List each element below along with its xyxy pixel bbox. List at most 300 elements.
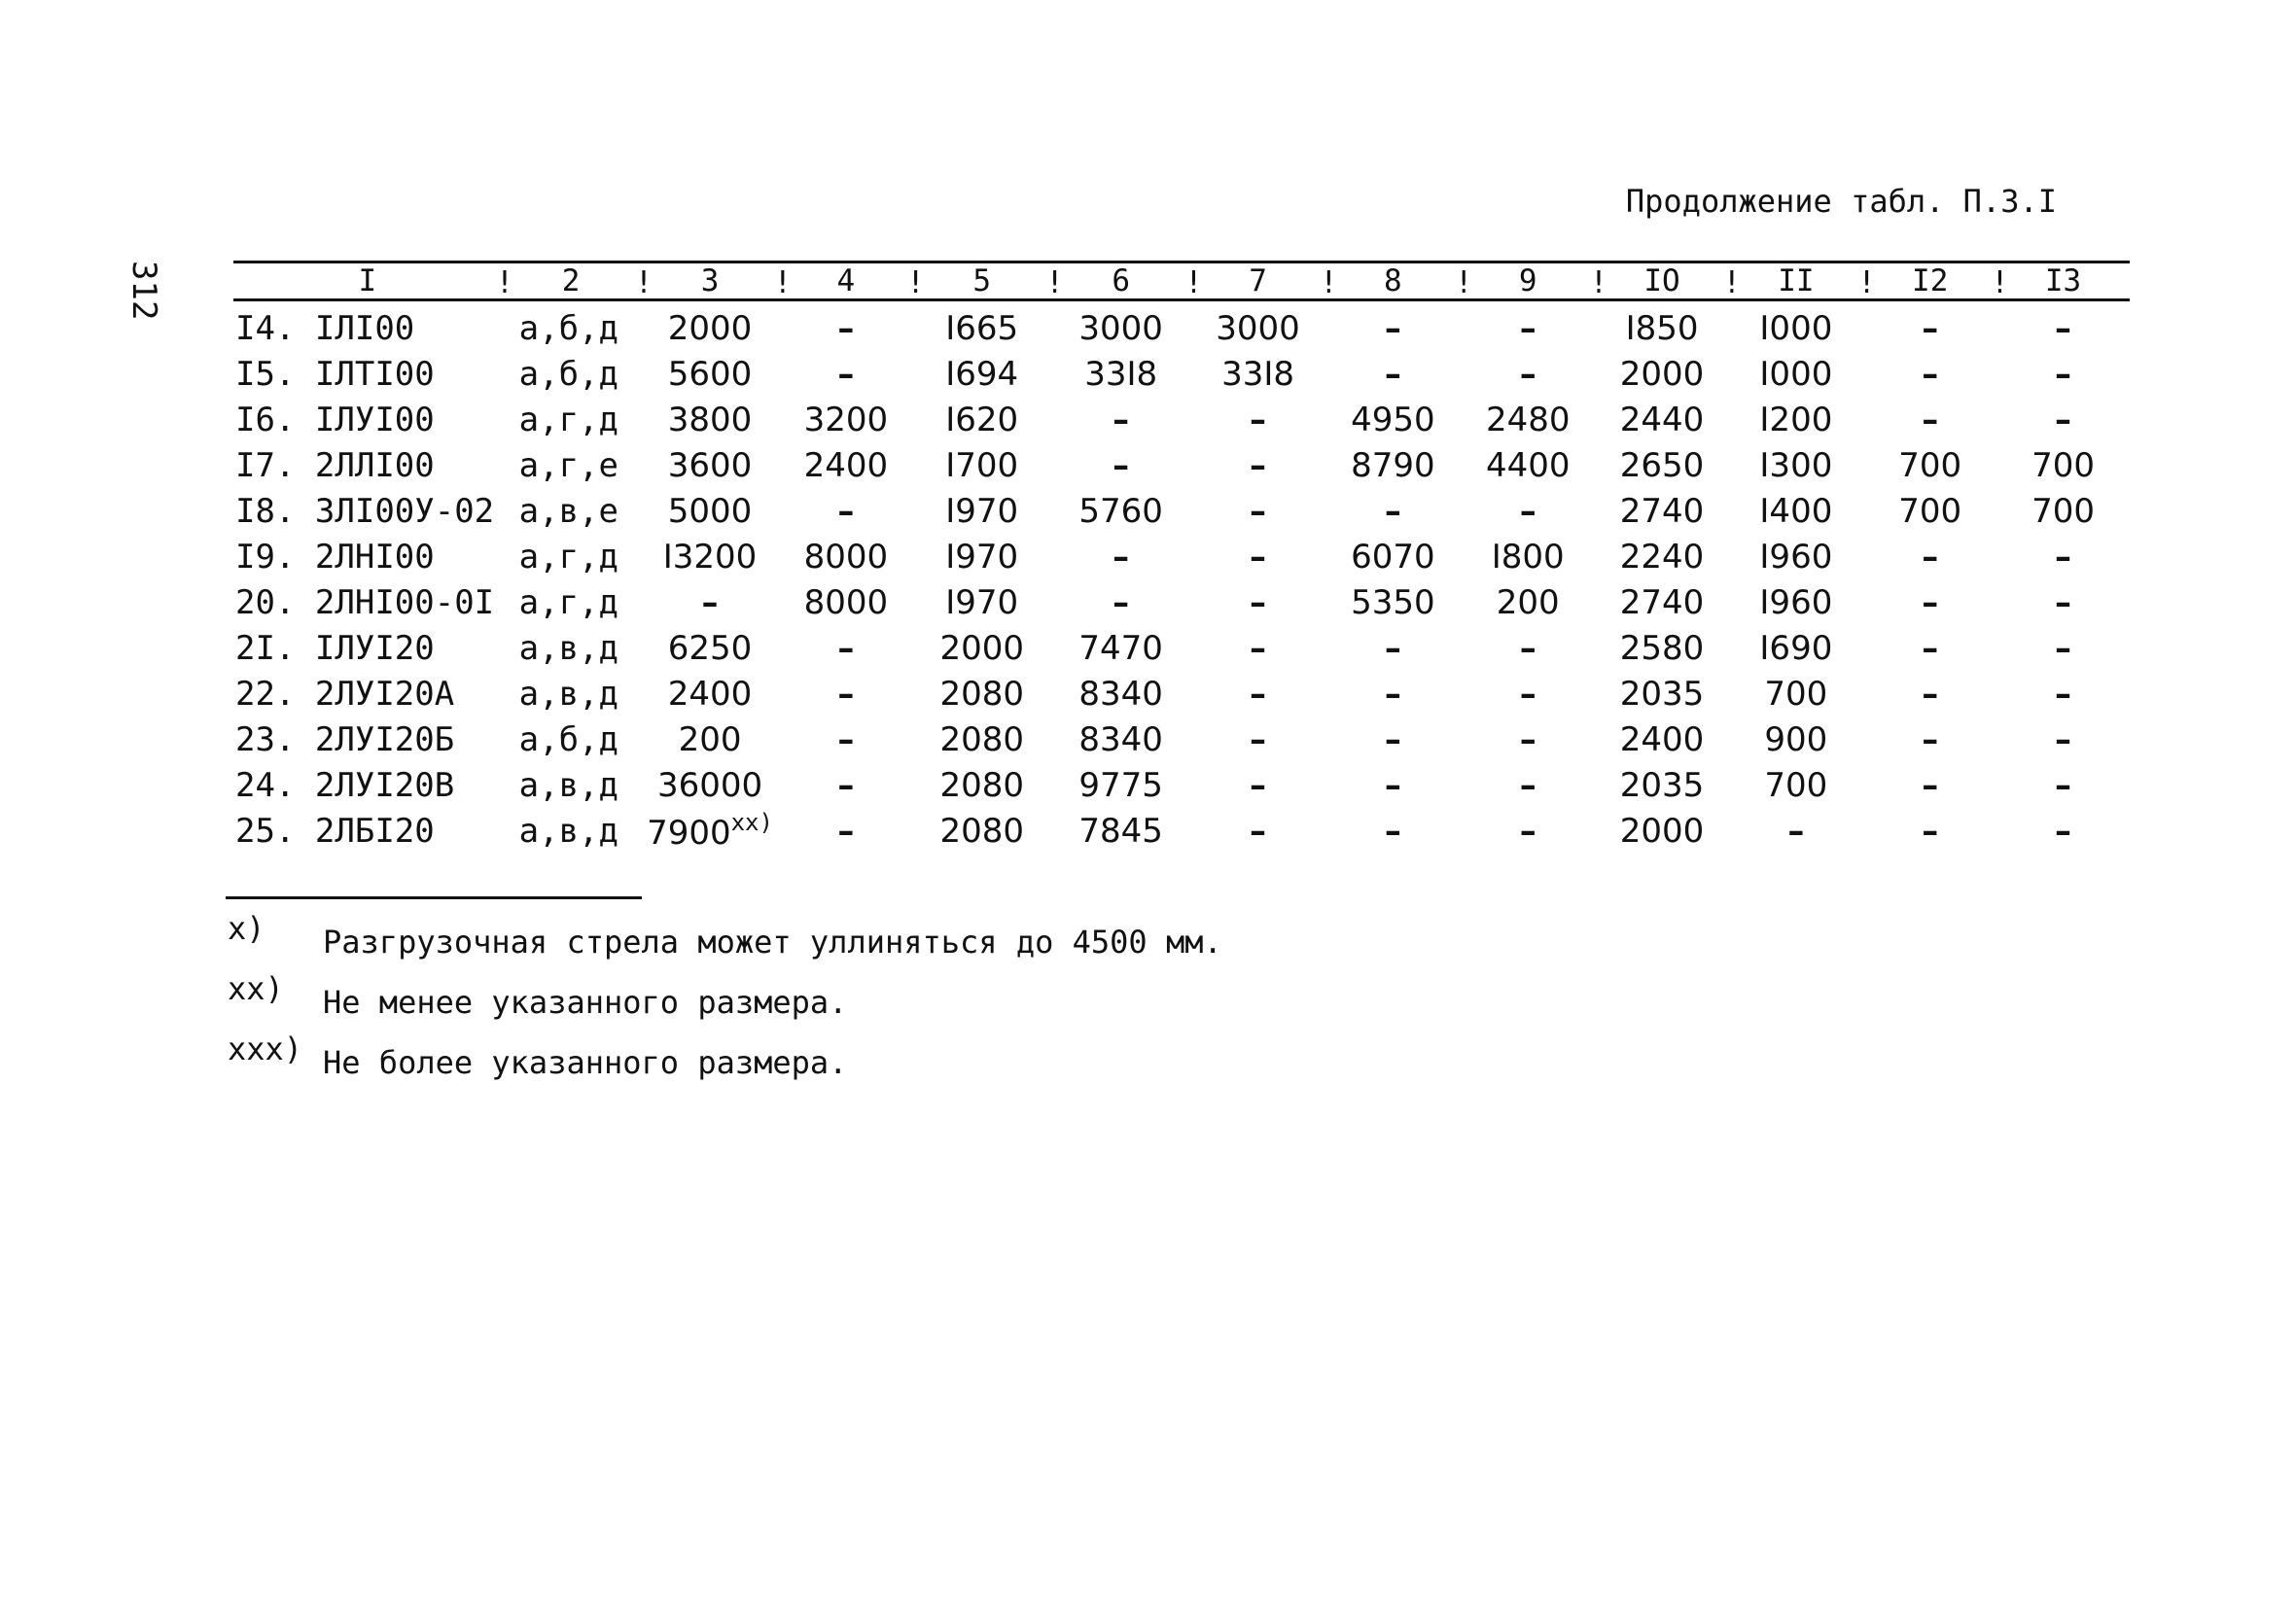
value-cell xyxy=(1190,397,1325,442)
cell-value: – xyxy=(1250,628,1267,668)
cell-value: 8340 xyxy=(1078,719,1163,759)
table-row xyxy=(233,579,2130,625)
value-cell xyxy=(912,625,1051,671)
cell-value: 5600 xyxy=(667,354,753,394)
row-designation xyxy=(233,442,502,488)
value-cell xyxy=(912,671,1051,717)
row-number: I9. xyxy=(235,537,296,577)
value-cell xyxy=(1863,671,1996,717)
column-header-label: 2 xyxy=(561,263,581,298)
value-cell xyxy=(779,442,912,488)
cell-value: – xyxy=(2055,719,2072,759)
cell-value: – xyxy=(1384,811,1401,851)
column-separator: ! xyxy=(773,265,793,300)
cell-value: I300 xyxy=(1759,445,1833,485)
table-row xyxy=(233,351,2130,397)
value-cell xyxy=(1461,488,1596,534)
column-header xyxy=(634,263,780,300)
cell-value: – xyxy=(1922,765,1939,805)
cell-value: 3600 xyxy=(667,445,753,485)
value-cell xyxy=(1596,305,1729,351)
cell-value: – xyxy=(1384,308,1401,348)
cell-value: – xyxy=(1250,400,1267,439)
row-designation xyxy=(233,625,502,671)
cell-value: – xyxy=(837,674,855,714)
table-row xyxy=(233,808,2130,854)
cell-value: – xyxy=(1113,537,1130,577)
value-cell xyxy=(912,305,1051,351)
value-cell xyxy=(1996,488,2130,534)
row-designation xyxy=(233,488,502,534)
cell-value: I694 xyxy=(945,354,1019,394)
value-cell xyxy=(1461,397,1596,442)
cell-value: – xyxy=(1250,582,1267,622)
cell-value: 36000 xyxy=(656,765,763,805)
cell-value: 700 xyxy=(1898,491,1962,531)
value-cell xyxy=(1996,671,2130,717)
cell-value: – xyxy=(1384,628,1401,668)
cell-value: I200 xyxy=(1759,400,1833,439)
column-separator: ! xyxy=(906,265,925,300)
value-cell xyxy=(1325,671,1461,717)
cell-value: 200 xyxy=(678,719,742,759)
value-cell xyxy=(912,808,1051,854)
value-cell xyxy=(1325,717,1461,762)
value-cell xyxy=(1461,351,1596,397)
value-cell xyxy=(1863,305,1996,351)
value-cell xyxy=(1728,625,1863,671)
value-cell xyxy=(1863,488,1996,534)
value-cell xyxy=(1596,671,1729,717)
machine-code: IЛI00 xyxy=(314,308,415,348)
cell-value: – xyxy=(1250,445,1267,485)
value-cell xyxy=(1051,488,1190,534)
value-cell xyxy=(779,579,912,625)
column-header-label: 5 xyxy=(972,263,992,298)
value-cell xyxy=(1190,717,1325,762)
cell-value: I3200 xyxy=(662,537,758,577)
column-separator: ! xyxy=(1184,265,1203,300)
cell-value: 33I8 xyxy=(1084,354,1158,394)
cell-value: – xyxy=(837,354,855,394)
value-cell xyxy=(1325,488,1461,534)
column-header xyxy=(1319,263,1461,300)
cell-value: 2000 xyxy=(1619,354,1705,394)
cell-value: I850 xyxy=(1625,308,1699,348)
params-cell: а,в,е xyxy=(518,491,618,531)
value-cell xyxy=(1596,397,1729,442)
cell-value: I700 xyxy=(945,445,1019,485)
value-cell xyxy=(1325,442,1461,488)
value-cell xyxy=(1996,351,2130,397)
value-cell xyxy=(1190,534,1325,579)
value-cell xyxy=(1863,397,1996,442)
value-cell xyxy=(1863,762,1996,808)
row-designation xyxy=(233,808,502,854)
cell-value: I970 xyxy=(945,491,1019,531)
value-cell xyxy=(1325,351,1461,397)
table-row xyxy=(233,762,2130,808)
value-cell xyxy=(1863,625,1996,671)
value-cell xyxy=(641,671,780,717)
column-header-label: I xyxy=(358,263,377,298)
value-cell xyxy=(641,488,780,534)
cell-value: 2580 xyxy=(1619,628,1705,668)
value-cell xyxy=(1863,442,1996,488)
cell-value: – xyxy=(1787,811,1805,851)
row-number: I7. xyxy=(235,445,296,485)
cell-value: 7845 xyxy=(1078,811,1163,851)
row-designation xyxy=(233,305,502,351)
value-cell xyxy=(912,351,1051,397)
params-cell: а,в,д xyxy=(518,674,618,714)
value-cell xyxy=(1728,305,1863,351)
cell-value: – xyxy=(837,628,855,668)
cell-value: – xyxy=(1384,765,1401,805)
cell-value: 700 xyxy=(1764,674,1828,714)
cell-value: – xyxy=(2055,537,2072,577)
params-cell: а,б,д xyxy=(518,354,618,394)
row-designation xyxy=(233,351,502,397)
value-cell xyxy=(1461,762,1596,808)
value-cell xyxy=(1461,808,1596,854)
table-row xyxy=(233,717,2130,762)
cell-value: 900 xyxy=(1764,719,1828,759)
value-cell xyxy=(1996,534,2130,579)
machine-code: 2ЛУI20В xyxy=(314,765,455,805)
row-number: I8. xyxy=(235,491,296,531)
table-row xyxy=(233,534,2130,579)
params-cell: а,г,е xyxy=(518,445,618,485)
cell-value: – xyxy=(1519,491,1537,531)
cell-value: – xyxy=(1384,719,1401,759)
cell-value: 2740 xyxy=(1619,491,1705,531)
column-header-label: I2 xyxy=(1912,263,1949,298)
value-cell xyxy=(1190,762,1325,808)
value-cell xyxy=(1863,579,1996,625)
cell-value: 6250 xyxy=(667,628,753,668)
cell-value: – xyxy=(1113,582,1130,622)
value-cell xyxy=(1996,305,2130,351)
value-cell xyxy=(1051,397,1190,442)
row-number: 25. xyxy=(235,811,296,851)
cell-value: – xyxy=(2055,354,2072,394)
value-cell xyxy=(912,397,1051,442)
table-row xyxy=(233,671,2130,717)
cell-value: 6070 xyxy=(1351,537,1435,577)
value-cell xyxy=(1461,671,1596,717)
value-cell xyxy=(1728,671,1863,717)
cell-value: – xyxy=(1519,308,1537,348)
table-caption: Продолжение табл. П.3.I xyxy=(1625,183,2057,220)
value-cell xyxy=(1051,808,1190,854)
column-header xyxy=(773,263,912,300)
cell-value: 2000 xyxy=(939,628,1024,668)
value-cell xyxy=(1596,579,1729,625)
footnote-mark: xx) xyxy=(228,970,284,1007)
cell-value: I960 xyxy=(1759,582,1833,622)
row-number: 24. xyxy=(235,765,296,805)
value-cell xyxy=(1051,351,1190,397)
machine-code: IЛУI20 xyxy=(314,628,435,668)
value-cell xyxy=(1728,397,1863,442)
value-cell xyxy=(779,717,912,762)
cell-value: – xyxy=(1113,445,1130,485)
value-cell xyxy=(1863,351,1996,397)
column-header xyxy=(233,263,502,300)
column-header xyxy=(906,263,1051,300)
cell-value: – xyxy=(837,811,855,851)
cell-value: – xyxy=(1922,537,1939,577)
cell-value: 8790 xyxy=(1351,445,1435,485)
column-header xyxy=(1991,263,2130,300)
cell-value: 2000 xyxy=(1619,811,1705,851)
value-cell xyxy=(1190,808,1325,854)
row-designation xyxy=(233,717,502,762)
cell-value: 200 xyxy=(1496,582,1560,622)
value-cell xyxy=(1728,534,1863,579)
value-cell xyxy=(1461,579,1596,625)
cell-value: 2400 xyxy=(1619,719,1705,759)
cell-value: – xyxy=(1250,674,1267,714)
cell-value: – xyxy=(1250,719,1267,759)
column-separator: ! xyxy=(634,265,653,300)
cell-value: – xyxy=(1250,537,1267,577)
column-header xyxy=(1589,263,1729,300)
cell-value: – xyxy=(1250,491,1267,531)
cell-value: 4400 xyxy=(1485,445,1571,485)
value-cell xyxy=(779,671,912,717)
value-cell xyxy=(1728,442,1863,488)
column-separator: ! xyxy=(1722,265,1742,300)
machine-code: 2ЛУI20А xyxy=(314,674,455,714)
value-cell xyxy=(1596,717,1729,762)
cell-value: – xyxy=(2055,308,2072,348)
value-cell xyxy=(1596,534,1729,579)
footnote-mark: x) xyxy=(228,910,265,947)
params-cell: а,в,д xyxy=(518,628,618,668)
row-designation xyxy=(233,762,502,808)
value-cell xyxy=(1996,808,2130,854)
value-cell xyxy=(1461,625,1596,671)
machine-code: 2ЛБI20 xyxy=(314,811,435,851)
cell-value: 5000 xyxy=(667,491,753,531)
column-header-label: II xyxy=(1778,263,1815,298)
value-cell xyxy=(1190,442,1325,488)
value-cell xyxy=(1996,625,2130,671)
row-number: 20. xyxy=(235,582,296,622)
cell-value: 3000 xyxy=(1078,308,1163,348)
value-cell xyxy=(1190,488,1325,534)
params-cell: а,г,д xyxy=(518,537,618,577)
cell-value: 2400 xyxy=(667,674,753,714)
column-header xyxy=(1454,263,1596,300)
cell-value: – xyxy=(1922,628,1939,668)
value-cell xyxy=(912,534,1051,579)
cell-value: – xyxy=(1922,308,1939,348)
column-separator: ! xyxy=(1589,265,1608,300)
params-cell: а,в,д xyxy=(518,765,618,805)
cell-value: – xyxy=(1384,354,1401,394)
machine-code: 3ЛI00У-02 xyxy=(314,491,495,531)
row-number: 22. xyxy=(235,674,296,714)
cell-value: – xyxy=(1519,811,1537,851)
column-separator: ! xyxy=(495,265,514,300)
value-cell xyxy=(779,305,912,351)
cell-value: – xyxy=(1519,719,1537,759)
cell-value: – xyxy=(1519,354,1537,394)
cell-value: 2240 xyxy=(1619,537,1705,577)
column-header-label: 7 xyxy=(1249,263,1267,298)
cell-value: – xyxy=(1519,765,1537,805)
cell-value: – xyxy=(2055,811,2072,851)
cell-value: – xyxy=(1922,719,1939,759)
value-cell xyxy=(1596,808,1729,854)
cell-value: – xyxy=(1922,674,1939,714)
cell-value: – xyxy=(2055,400,2072,439)
value-cell xyxy=(1190,351,1325,397)
value-cell xyxy=(1051,442,1190,488)
value-cell xyxy=(1051,762,1190,808)
machine-code: 2ЛНI00-0I xyxy=(314,582,495,622)
value-cell xyxy=(641,442,780,488)
machine-code: 2ЛНI00 xyxy=(314,537,435,577)
value-cell xyxy=(1596,351,1729,397)
value-cell xyxy=(1325,625,1461,671)
column-separator: ! xyxy=(1454,265,1473,300)
column-header xyxy=(1722,263,1863,300)
cell-value: I400 xyxy=(1759,491,1833,531)
value-cell xyxy=(1325,305,1461,351)
value-cell xyxy=(1728,488,1863,534)
cell-value: I960 xyxy=(1759,537,1833,577)
value-cell xyxy=(641,762,780,808)
value-cell xyxy=(641,808,780,854)
value-cell xyxy=(641,534,780,579)
value-cell xyxy=(1728,762,1863,808)
table-row xyxy=(233,305,2130,351)
cell-value: 2440 xyxy=(1619,400,1705,439)
column-header-label: 6 xyxy=(1112,263,1130,298)
cell-value: I970 xyxy=(945,582,1019,622)
value-cell xyxy=(1461,534,1596,579)
cell-value: 2035 xyxy=(1619,765,1705,805)
value-cell xyxy=(1863,717,1996,762)
cell-value: – xyxy=(2055,582,2072,622)
value-cell xyxy=(779,488,912,534)
table-row xyxy=(233,625,2130,671)
value-cell xyxy=(1996,579,2130,625)
row-number: I5. xyxy=(235,354,296,394)
row-number: I4. xyxy=(235,308,296,348)
cell-value: 700 xyxy=(2031,491,2095,531)
params-cell: а,б,д xyxy=(518,308,618,348)
cell-value: 2080 xyxy=(939,674,1024,714)
value-cell xyxy=(912,717,1051,762)
value-cell xyxy=(641,305,780,351)
cell-value: 3000 xyxy=(1216,308,1300,348)
value-cell xyxy=(641,717,780,762)
value-cell xyxy=(1051,625,1190,671)
value-cell xyxy=(779,351,912,397)
value-cell xyxy=(1996,442,2130,488)
cell-value: 4950 xyxy=(1351,400,1435,439)
cell-value: – xyxy=(837,719,855,759)
value-cell xyxy=(912,488,1051,534)
cell-value: 2000 xyxy=(667,308,753,348)
value-cell xyxy=(1325,534,1461,579)
cell-value: 8000 xyxy=(803,582,889,622)
column-header xyxy=(1857,263,1996,300)
cell-value: 700 xyxy=(1898,445,1962,485)
footnote-marker: xx) xyxy=(730,809,773,836)
cell-value: 2400 xyxy=(803,445,889,485)
value-cell xyxy=(1051,579,1190,625)
cell-value: 7470 xyxy=(1078,628,1163,668)
cell-value: 2035 xyxy=(1619,674,1705,714)
cell-value: 5350 xyxy=(1351,582,1435,622)
row-designation xyxy=(233,671,502,717)
value-cell xyxy=(1051,717,1190,762)
row-number: 2I. xyxy=(235,628,296,668)
cell-value: – xyxy=(1922,811,1939,851)
value-cell xyxy=(779,534,912,579)
cell-value: I690 xyxy=(1759,628,1833,668)
cell-value: – xyxy=(837,765,855,805)
cell-value: 700 xyxy=(2031,445,2095,485)
row-designation xyxy=(233,579,502,625)
value-cell xyxy=(1996,762,2130,808)
row-number: I6. xyxy=(235,400,296,439)
cell-value: – xyxy=(1519,674,1537,714)
cell-value: – xyxy=(1113,400,1130,439)
column-separator: ! xyxy=(1045,265,1064,300)
cell-value: 7900 xyxy=(647,814,731,853)
table-row xyxy=(233,442,2130,488)
machine-code: 2ЛУI20Б xyxy=(314,719,455,759)
value-cell xyxy=(779,762,912,808)
value-cell xyxy=(1863,534,1996,579)
params-cell: а,в,д xyxy=(518,811,618,851)
value-cell xyxy=(1461,717,1596,762)
machine-code: IЛУI00 xyxy=(314,400,435,439)
value-cell xyxy=(779,808,912,854)
value-cell xyxy=(1325,762,1461,808)
cell-value: I000 xyxy=(1759,354,1833,394)
row-number: 23. xyxy=(235,719,296,759)
cell-value: I620 xyxy=(945,400,1019,439)
value-cell xyxy=(1190,579,1325,625)
cell-value: – xyxy=(1922,354,1939,394)
value-cell xyxy=(641,579,780,625)
cell-value: – xyxy=(1384,491,1401,531)
data-table xyxy=(233,263,2130,854)
table-body xyxy=(233,300,2130,855)
cell-value: I800 xyxy=(1491,537,1565,577)
row-designation xyxy=(233,397,502,442)
footnote-text: Не более указанного размера. xyxy=(323,1044,848,1081)
value-cell xyxy=(1596,488,1729,534)
value-cell xyxy=(912,762,1051,808)
data-table-container xyxy=(233,261,2130,854)
column-header-label: 8 xyxy=(1384,263,1402,298)
column-header-label: 9 xyxy=(1518,263,1537,298)
cell-value: – xyxy=(2055,765,2072,805)
cell-value: 2650 xyxy=(1619,445,1705,485)
value-cell xyxy=(779,625,912,671)
cell-value: 5760 xyxy=(1078,491,1163,531)
value-cell xyxy=(912,579,1051,625)
